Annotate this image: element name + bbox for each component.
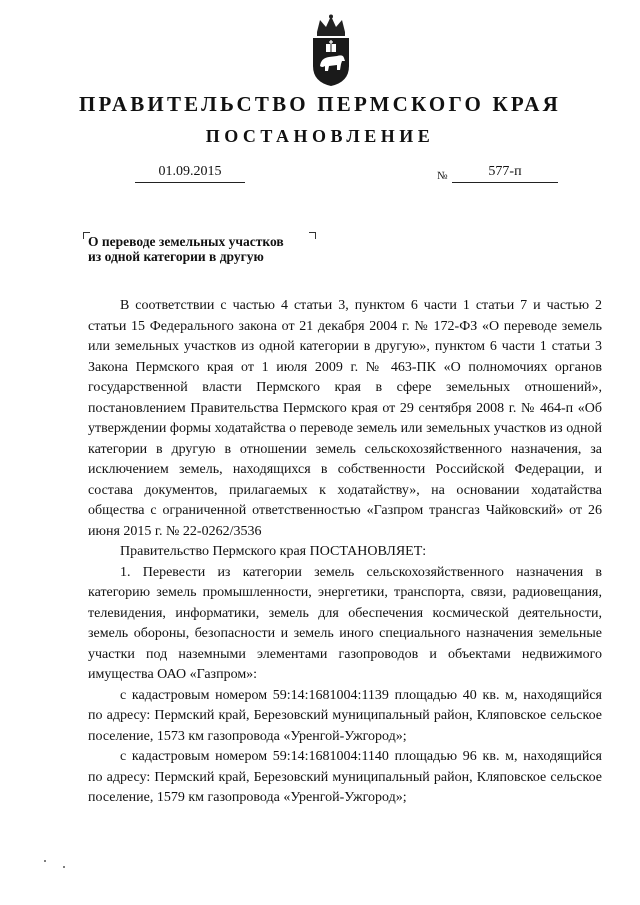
government-title: ПРАВИТЕЛЬСТВО ПЕРМСКОГО КРАЯ — [78, 92, 561, 116]
document-date: 01.09.2015 — [135, 164, 245, 183]
document-number: 577-п — [452, 164, 558, 183]
land-plot-paragraph: с кадастровым номером 59:14:1681004:1139 площадью 40 кв. м, находящийся по адресу: Пермский край, Березовский муниципальный район, Кляповское сельское поселение, 1573 км газопровода «Уренгой-Ужгород»; — [88, 687, 602, 744]
preamble-paragraph: В соответствии с частью 4 статьи 3, пунктом 6 части 1 статьи 7 и частью 2 статьи 15 Федерального закона от 21 декабря 2004 г. № 172-ФЗ «О переводе земель или земельных участков из одной категории в другую», пунктом 6 части 1 статьи 3 Закона Пермского края от 1 июля 2009 г. № 463-ПК «О полномочиях органов государственной власти Пермского края в сфере земельных отношений», постановлением Правительства Пермского края от 29 сентября 2008 г. № 464-п «Об утверждении формы ходатайства о переводе земель или земельных участков из одной категории в другую в отношении земель сельскохозяйственного назначения, за исключением земель, находящихся в собственности Российской Федерации, и состава документов, прилагаемых к ходатайству», на основании ходатайства общества с ограниченной ответственностью «Газпром трансгаз Чайковский» от 26 июня 2015 г. № 22-0262/3536 — [88, 298, 602, 539]
coat-of-arms-icon — [307, 14, 355, 88]
subject-line: О переводе земельных участков — [88, 234, 284, 249]
scan-speck — [44, 860, 46, 862]
subject-line: из одной категории в другую — [88, 249, 264, 264]
document-type: ПОСТАНОВЛЕНИЕ — [205, 126, 435, 146]
scan-speck — [63, 866, 65, 868]
resolution-paragraph: Правительство Пермского края ПОСТАНОВЛЯЕТ: — [120, 544, 427, 559]
document-body — [88, 296, 602, 809]
document-subject — [88, 234, 388, 264]
land-plot-paragraph: с кадастровым номером 59:14:1681004:1140 площадью 96 кв. м, находящийся по адресу: Пермский край, Березовский муниципальный район, Кляповское сельское поселение, 1579 км газопровода «Уренгой-Ужгород»; — [88, 749, 602, 805]
clause-1-paragraph: 1. Перевести из категории земель сельскохозяйственного назначения в категорию земель промышленности, энергетики, транспорта, связи, радиовещания, телевидения, информатики, земель для обеспечения космической деятельности, земель обороны, безопасности и земель иного специального назначения земельные участки под наземными элементами газопроводов и объектами недвижимого имущества ОАО «Газпром»: — [88, 564, 602, 682]
number-label: № — [437, 170, 448, 182]
